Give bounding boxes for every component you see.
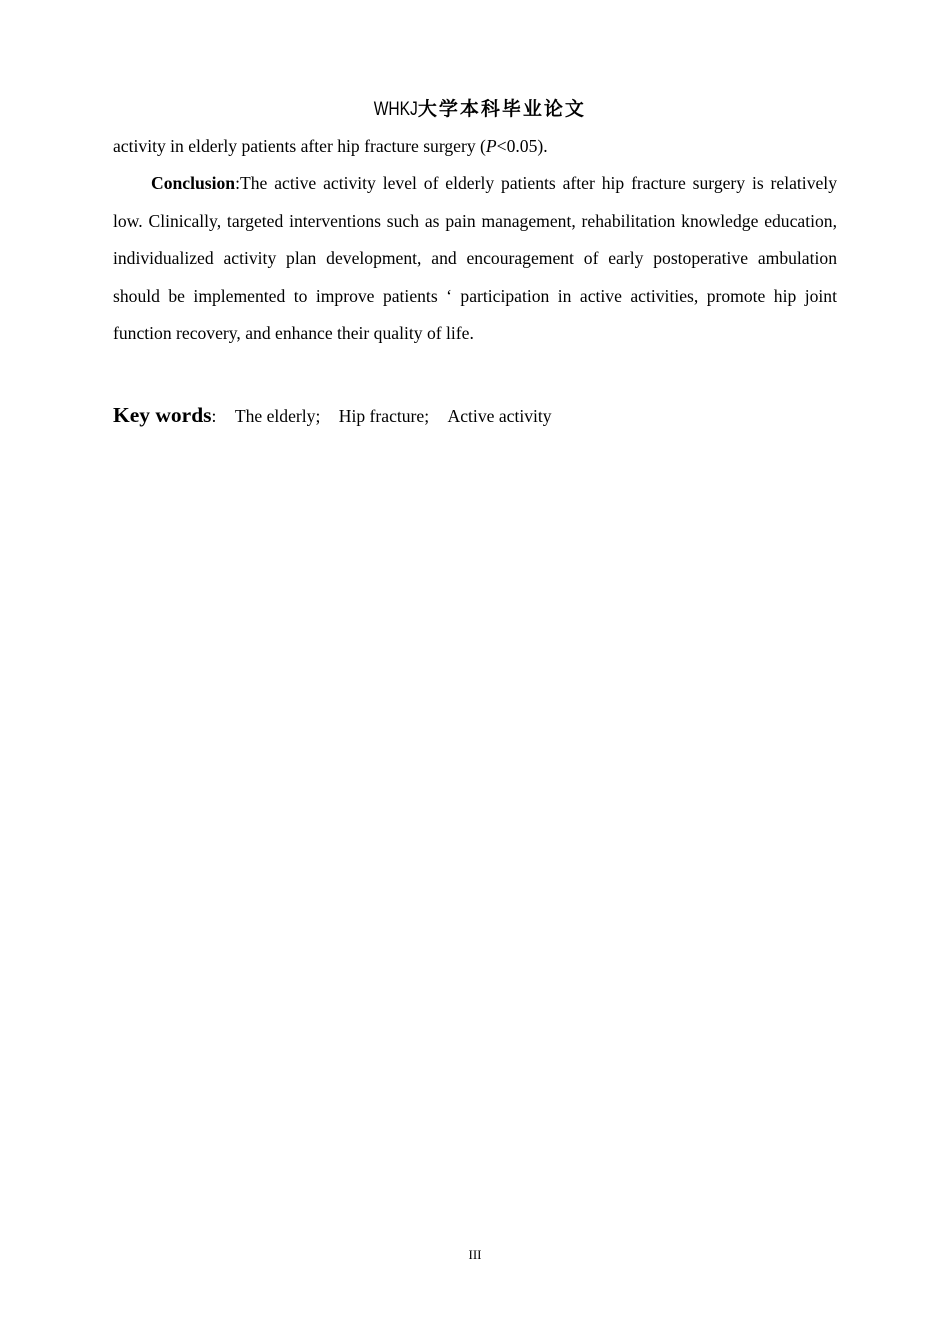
conclusion-text: :The active activity level of elderly patients after hip fracture surgery is relatively low. Clinically, targeted interventions such as pain management, rehabilitation knowledge education, individualized activity plan development, and encouragement of early postoperative ambulation should be implemented to improve patients ‘ participation in active activities, promote hip joint function recovery, and enhance their quality of life. xyxy=(113,173,837,344)
keyword-item: Hip fracture; xyxy=(338,406,430,426)
p-symbol: P xyxy=(485,136,497,156)
result-line xyxy=(113,128,837,165)
conclusion-label: Conclusion xyxy=(151,173,236,194)
page-header xyxy=(0,96,950,123)
keyword-item: The elderly; xyxy=(234,406,321,426)
keywords-line xyxy=(113,397,837,435)
keyword-item: Active activity xyxy=(447,406,552,426)
keywords-colon: : xyxy=(211,406,217,426)
p-value: <0.05). xyxy=(496,136,548,156)
abstract-body xyxy=(113,128,837,352)
page-number: III xyxy=(468,1247,482,1262)
header-latin: WHKJ xyxy=(373,99,418,120)
conclusion-paragraph xyxy=(113,165,837,352)
keywords-label: Key words xyxy=(113,403,212,427)
result-text: activity in elderly patients after hip fracture surgery ( xyxy=(113,136,486,156)
header-title: 大学本科毕业论文 xyxy=(417,98,586,120)
